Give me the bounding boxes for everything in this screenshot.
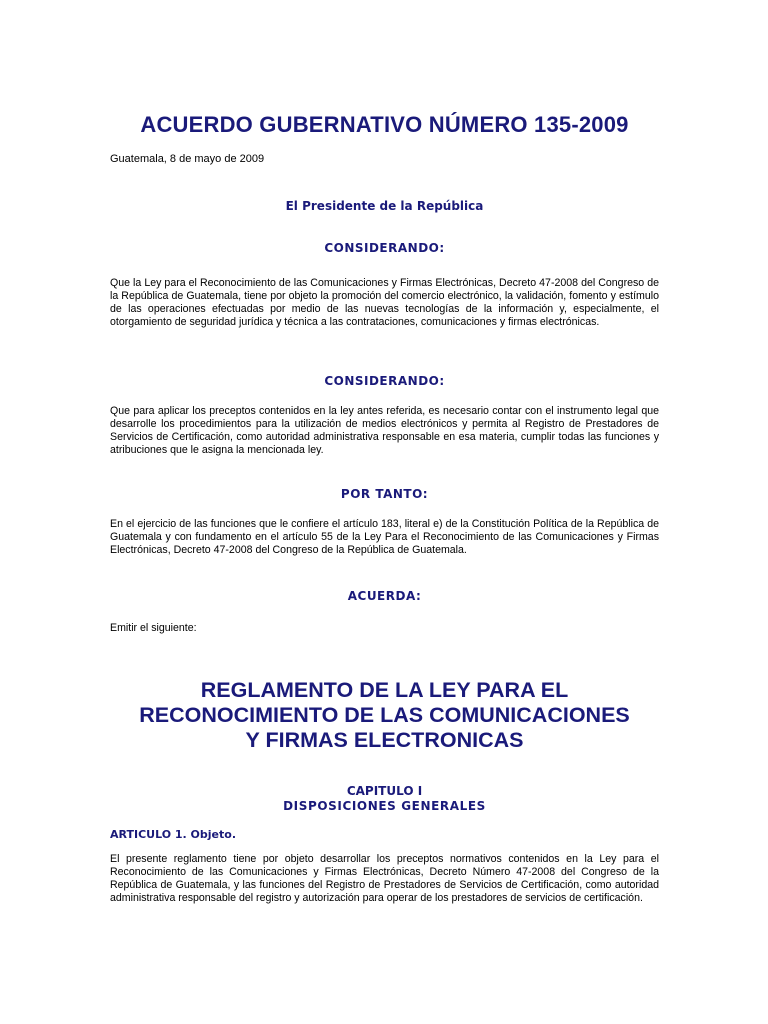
president-heading: El Presidente de la República	[285, 199, 484, 213]
dateline: Guatemala, 8 de mayo de 2009	[110, 153, 265, 165]
por-tanto-heading: POR TANTO:	[340, 487, 429, 501]
por-tanto-paragraph: En el ejercicio de las funciones que le confiere el artículo 183, literal e) de la Constitución Política de la República de Guatemala y con fundamento en el artículo 55 de la Ley Para el Reconocimiento de las Comunicaciones y Firmas Electrónicas, Decreto 47-2008 del Congreso de la República de Guatemala.	[110, 518, 659, 556]
article-1-paragraph: El presente reglamento tiene por objeto desarrollar los preceptos normativos contenidos en la Ley para el Reconocimiento de las Comunicaciones y Firmas Electrónicas, Decreto Número 47-2008 del Congreso de la República de Guatemala, y las funciones del Registro de Prestadores de Servicios de Certificación, como autoridad administrativa responsable del registro y autorización para operar de los prestadores de servicios de certificación.	[110, 853, 659, 904]
article-1-heading: ARTICULO 1. Objeto.	[110, 828, 237, 841]
document-title: ACUERDO GUBERNATIVO NÚMERO 135-2009	[140, 112, 629, 137]
considerando-paragraph-2: Que para aplicar los preceptos contenidos en la ley antes referida, es necesario contar con el instrumento legal que desarrolle los procedimientos para la utilización de medios electrónicos y permita al Registro de Prestadores de Servicios de Certificación, como autoridad administrativa responsable en esa materia, cumplir todas las funciones y atribuciones que le asigna la mencionada ley.	[110, 405, 659, 456]
document-page	[110, 0, 659, 1024]
acuerda-heading: ACUERDA:	[347, 589, 422, 603]
considerando-paragraph-1: Que la Ley para el Reconocimiento de las Comunicaciones y Firmas Electrónicas, Decreto 47-2008 del Congreso de la República de Guatemala, tiene por objeto la promoción del comercio electrónico, la validación, fomento y estímulo de las operaciones efectuadas por medio de las nuevas tecnologías de la información y, especialmente, el otorgamiento de seguridad jurídica y técnica a las contrataciones, comunicaciones y firmas electrónicas.	[110, 277, 659, 328]
chapter-number: CAPITULO I	[346, 784, 423, 798]
chapter-title: DISPOSICIONES GENERALES	[283, 799, 486, 813]
considerando-heading-2: CONSIDERANDO:	[324, 374, 445, 388]
regulation-title	[110, 678, 659, 753]
considerando-heading-1: CONSIDERANDO:	[324, 241, 445, 255]
acuerda-paragraph: Emitir el siguiente:	[110, 622, 197, 634]
regulation-title-line-1: REGLAMENTO DE LA LEY PARA EL	[200, 678, 569, 702]
regulation-title-line-3: Y FIRMAS ELECTRONICAS	[245, 728, 524, 752]
regulation-title-line-2: RECONOCIMIENTO DE LAS COMUNICACIONES	[139, 703, 630, 727]
chapter-heading	[110, 784, 659, 814]
